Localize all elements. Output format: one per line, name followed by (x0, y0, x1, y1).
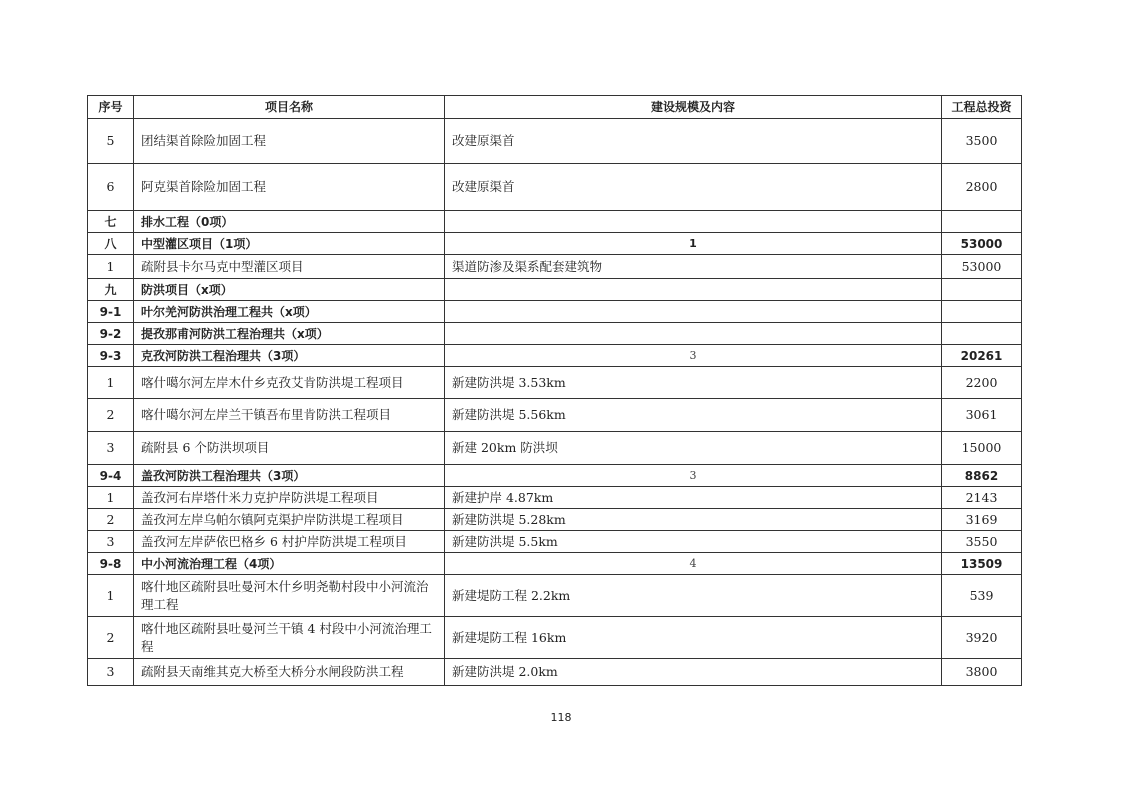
project-name: 盖孜河防洪工程治理共（3项） (134, 465, 445, 487)
project-scale (445, 279, 942, 301)
project-scale: 新建防洪堤 5.56km (445, 399, 942, 432)
project-scale (445, 301, 942, 323)
project-investment: 3920 (942, 617, 1022, 659)
project-investment: 15000 (942, 432, 1022, 465)
project-name: 克孜河防洪工程治理共（3项） (134, 345, 445, 367)
row-number: 6 (88, 164, 134, 211)
project-name: 叶尔羌河防洪治理工程共（x项） (134, 301, 445, 323)
table-row (88, 659, 1022, 686)
table-row (88, 432, 1022, 465)
project-name: 喀什噶尔河左岸木什乡克孜艾肯防洪堤工程项目 (134, 367, 445, 399)
project-scale: 新建护岸 4.87km (445, 487, 942, 509)
project-investment: 539 (942, 575, 1022, 617)
table-row (88, 367, 1022, 399)
project-scale: 新建堤防工程 16km (445, 617, 942, 659)
project-scale: 3 (445, 465, 942, 487)
project-name: 盖孜河左岸乌帕尔镇阿克渠护岸防洪堤工程项目 (134, 509, 445, 531)
project-scale: 新建防洪堤 5.5km (445, 531, 942, 553)
table-row (88, 575, 1022, 617)
project-investment (942, 211, 1022, 233)
project-name: 疏附县卡尔马克中型灌区项目 (134, 255, 445, 279)
project-investment: 53000 (942, 233, 1022, 255)
section-row (88, 553, 1022, 575)
row-number: 5 (88, 119, 134, 164)
table-row (88, 531, 1022, 553)
project-scale: 新建防洪堤 5.28km (445, 509, 942, 531)
row-number: 1 (88, 367, 134, 399)
project-scale: 新建 20km 防洪坝 (445, 432, 942, 465)
project-investment: 2143 (942, 487, 1022, 509)
project-scale: 4 (445, 553, 942, 575)
project-name: 疏附县天南维其克大桥至大桥分水闸段防洪工程 (134, 659, 445, 686)
project-name: 喀什地区疏附县吐曼河木什乡明尧勒村段中小河流治理工程 (134, 575, 445, 617)
header-investment: 工程总投资 (942, 96, 1022, 119)
project-scale: 3 (445, 345, 942, 367)
section-row (88, 211, 1022, 233)
project-name: 喀什地区疏附县吐曼河兰干镇 4 村段中小河流治理工程 (134, 617, 445, 659)
project-investment: 3500 (942, 119, 1022, 164)
table-body (88, 119, 1022, 686)
project-investment: 3550 (942, 531, 1022, 553)
project-scale: 1 (445, 233, 942, 255)
project-investment: 13509 (942, 553, 1022, 575)
project-name: 中小河流治理工程（4项） (134, 553, 445, 575)
table-row (88, 399, 1022, 432)
row-number: 9-3 (88, 345, 134, 367)
row-number: 1 (88, 575, 134, 617)
row-number: 9-8 (88, 553, 134, 575)
project-investment: 3169 (942, 509, 1022, 531)
table-row (88, 487, 1022, 509)
project-scale: 改建原渠首 (445, 119, 942, 164)
row-number: 1 (88, 255, 134, 279)
project-investment: 20261 (942, 345, 1022, 367)
section-row (88, 279, 1022, 301)
project-scale: 新建堤防工程 2.2km (445, 575, 942, 617)
project-investment (942, 323, 1022, 345)
section-row (88, 345, 1022, 367)
header-name: 项目名称 (134, 96, 445, 119)
project-name: 中型灌区项目（1项） (134, 233, 445, 255)
row-number: 2 (88, 509, 134, 531)
page-number: 118 (550, 711, 572, 724)
row-number: 2 (88, 617, 134, 659)
project-name: 防洪项目（x项） (134, 279, 445, 301)
row-number: 3 (88, 432, 134, 465)
project-scale: 新建防洪堤 2.0km (445, 659, 942, 686)
row-number: 9-1 (88, 301, 134, 323)
row-number: 3 (88, 531, 134, 553)
row-number: 2 (88, 399, 134, 432)
section-row (88, 301, 1022, 323)
project-investment (942, 279, 1022, 301)
section-row (88, 233, 1022, 255)
row-number: 八 (88, 233, 134, 255)
table-row (88, 509, 1022, 531)
project-name: 喀什噶尔河左岸兰干镇吾布里肯防洪工程项目 (134, 399, 445, 432)
project-table (87, 95, 1022, 686)
row-number: 七 (88, 211, 134, 233)
project-investment: 2200 (942, 367, 1022, 399)
header-no: 序号 (88, 96, 134, 119)
row-number: 九 (88, 279, 134, 301)
project-name: 疏附县 6 个防洪坝项目 (134, 432, 445, 465)
project-investment: 3061 (942, 399, 1022, 432)
project-scale: 渠道防渗及渠系配套建筑物 (445, 255, 942, 279)
project-investment: 3800 (942, 659, 1022, 686)
row-number: 9-2 (88, 323, 134, 345)
project-investment: 53000 (942, 255, 1022, 279)
row-number: 9-4 (88, 465, 134, 487)
header-scale: 建设规模及内容 (445, 96, 942, 119)
project-investment: 2800 (942, 164, 1022, 211)
section-row (88, 323, 1022, 345)
project-name: 团结渠首除险加固工程 (134, 119, 445, 164)
project-scale: 新建防洪堤 3.53km (445, 367, 942, 399)
project-investment (942, 301, 1022, 323)
project-scale (445, 323, 942, 345)
section-row (88, 465, 1022, 487)
project-name: 排水工程（0项） (134, 211, 445, 233)
row-number: 3 (88, 659, 134, 686)
table-row (88, 119, 1022, 164)
row-number: 1 (88, 487, 134, 509)
project-name: 盖孜河右岸塔什米力克护岸防洪堤工程项目 (134, 487, 445, 509)
table-header-row (88, 96, 1022, 119)
project-scale: 改建原渠首 (445, 164, 942, 211)
table-row (88, 255, 1022, 279)
project-name: 提孜那甫河防洪工程治理共（x项） (134, 323, 445, 345)
table-row (88, 164, 1022, 211)
project-name: 盖孜河左岸萨依巴格乡 6 村护岸防洪堤工程项目 (134, 531, 445, 553)
table-row (88, 617, 1022, 659)
project-investment: 8862 (942, 465, 1022, 487)
project-scale (445, 211, 942, 233)
project-name: 阿克渠首除险加固工程 (134, 164, 445, 211)
